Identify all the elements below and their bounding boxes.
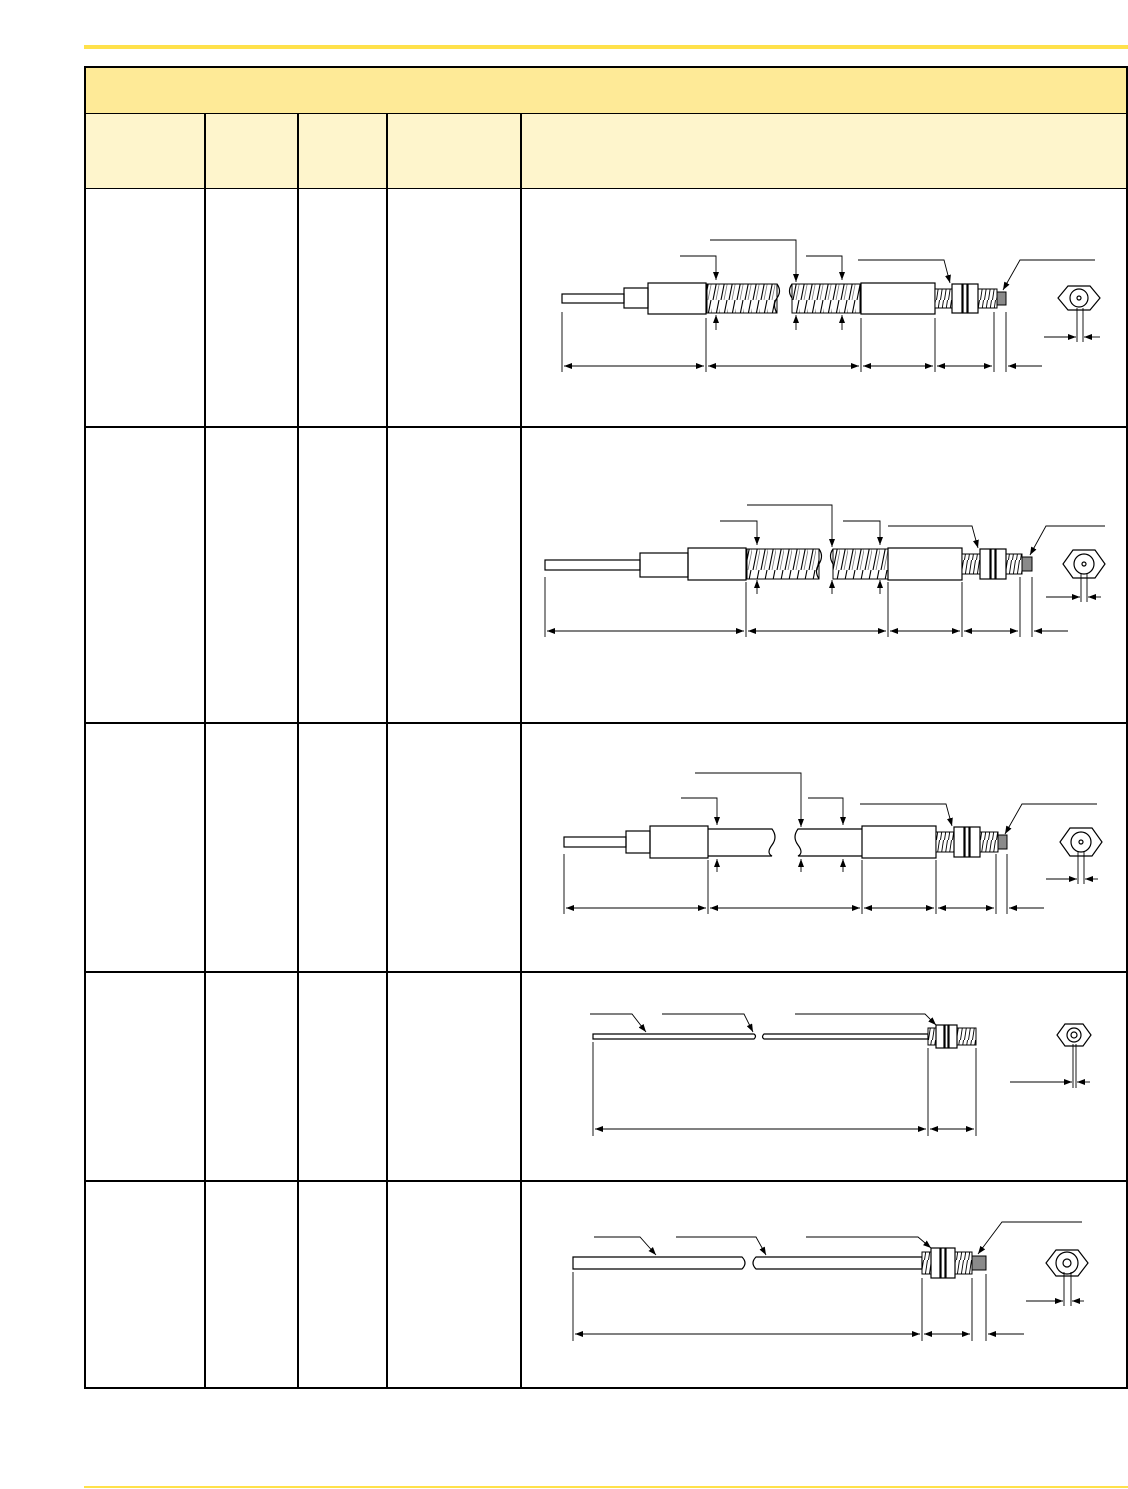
drawing-row-3	[564, 773, 1102, 914]
drawing-row-1	[562, 240, 1100, 372]
drawing-row-4	[590, 1014, 1091, 1136]
bottom-accent-rule	[84, 1486, 1128, 1488]
drawing-row-2	[545, 505, 1105, 637]
drawing-row-5	[573, 1222, 1088, 1341]
